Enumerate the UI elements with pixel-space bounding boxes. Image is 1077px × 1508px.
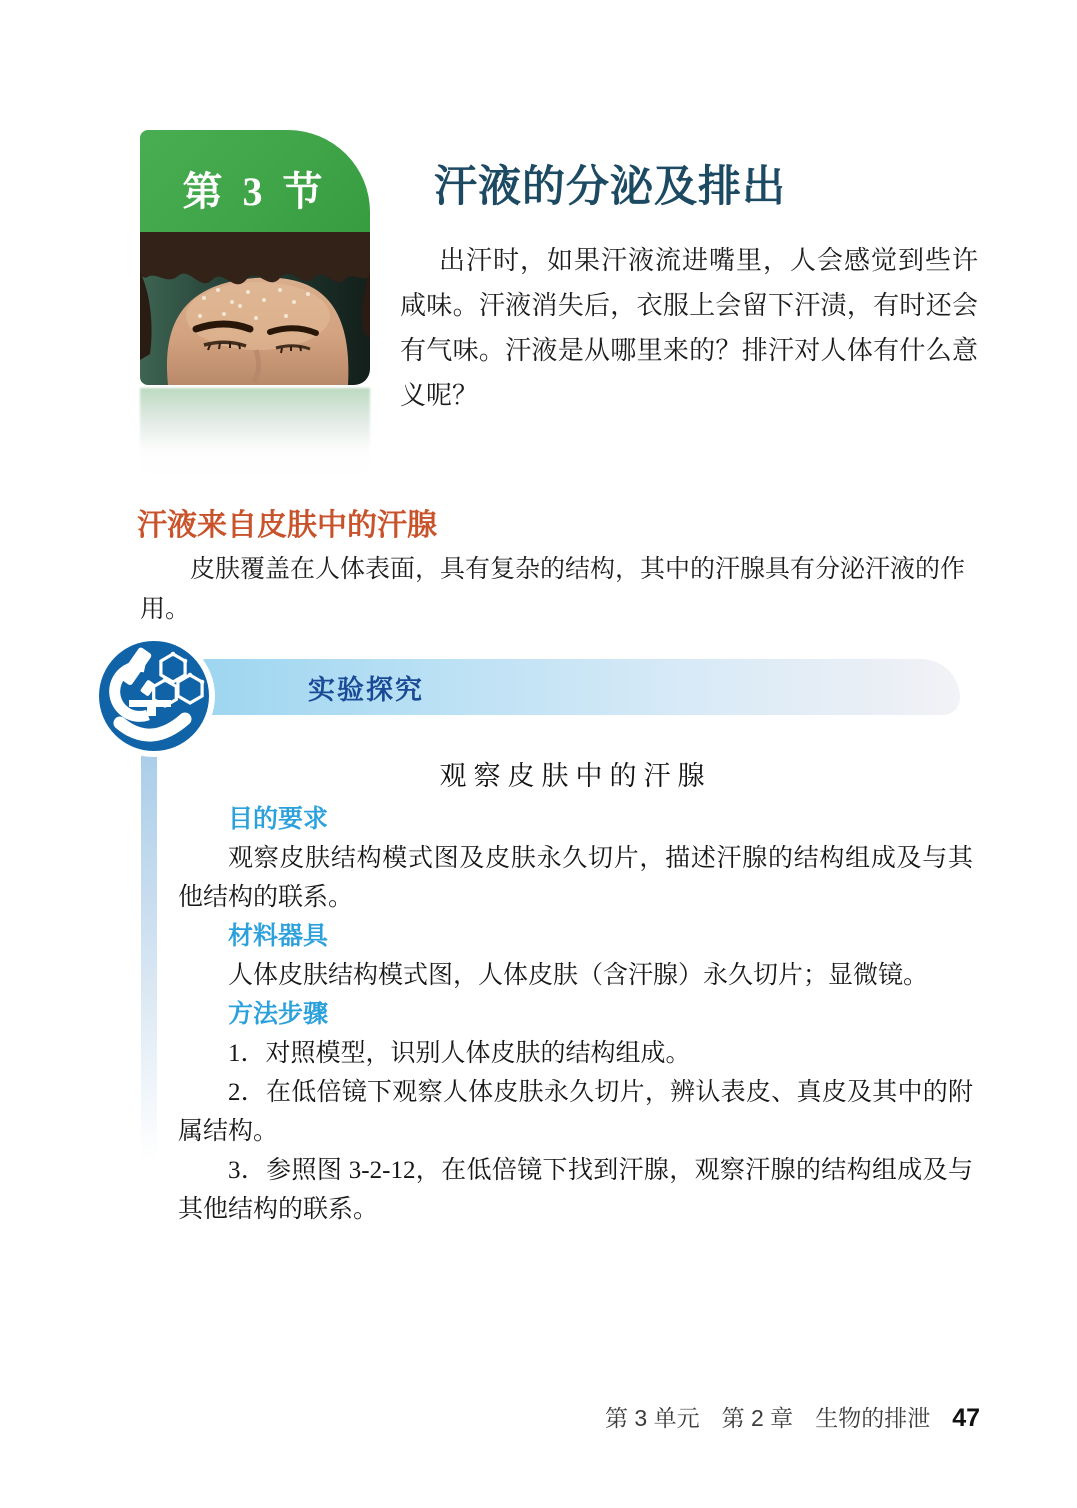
step-2: 2．在低倍镜下观察人体皮肤永久切片，辨认表皮、真皮及其中的附属结构。 <box>178 1079 973 1145</box>
subhead-purpose: 目的要求 <box>228 805 329 833</box>
microscope-icon <box>99 641 209 751</box>
sweating-man-illustration <box>140 232 370 385</box>
page-footer <box>605 1402 980 1434</box>
footer-chapter: 第 2 章 <box>721 1405 794 1431</box>
explore-left-bar <box>141 748 157 1160</box>
microscope-molecule-glyph <box>99 641 209 751</box>
step-3: 3．参照图 3-2-12，在低倍镜下找到汗腺，观察汗腺的结构组成及与其他结构的联系。 <box>178 1157 973 1223</box>
explore-banner <box>196 659 960 715</box>
page-number: 47 <box>952 1404 980 1432</box>
footer-unit: 第 3 单元 <box>605 1405 700 1431</box>
subhead-materials: 材料器具 <box>228 922 329 950</box>
materials-text: 人体皮肤结构模式图，人体皮肤（含汗腺）永久切片；显微镜。 <box>228 962 929 989</box>
step-1: 1．对照模型，识别人体皮肤的结构组成。 <box>228 1040 691 1067</box>
section-header-card <box>140 130 370 385</box>
experiment-box <box>178 752 973 1229</box>
sweating-man-photo <box>140 232 370 385</box>
subhead-steps: 方法步骤 <box>228 1000 329 1028</box>
section-heading: 汗液来自皮肤中的汗腺 <box>137 509 437 542</box>
intro-paragraph: 出汗时，如果汗液流进嘴里，人会感觉到些许咸味。汗液消失后，衣服上会留下汗渍，有时还会有气味。汗液是从哪里来的？排汗对人体有什么意义呢？ <box>400 246 978 410</box>
section-badge: 第 3 节 <box>182 168 328 214</box>
footer-section: 生物的排泄 <box>815 1405 931 1431</box>
explore-banner-label: 实验探究 <box>308 674 424 705</box>
section-paragraph: 皮肤覆盖在人体表面，具有复杂的结构，其中的汗腺具有分泌汗液的作用。 <box>140 556 966 623</box>
page-title: 汗液的分泌及排出 <box>434 164 786 211</box>
experiment-title: 观察皮肤中的汗腺 <box>439 761 712 791</box>
header-reflection <box>140 388 370 476</box>
purpose-text: 观察皮肤结构模式图及皮肤永久切片，描述汗腺的结构组成及与其他结构的联系。 <box>178 845 973 911</box>
section-badge-tab <box>140 130 370 232</box>
